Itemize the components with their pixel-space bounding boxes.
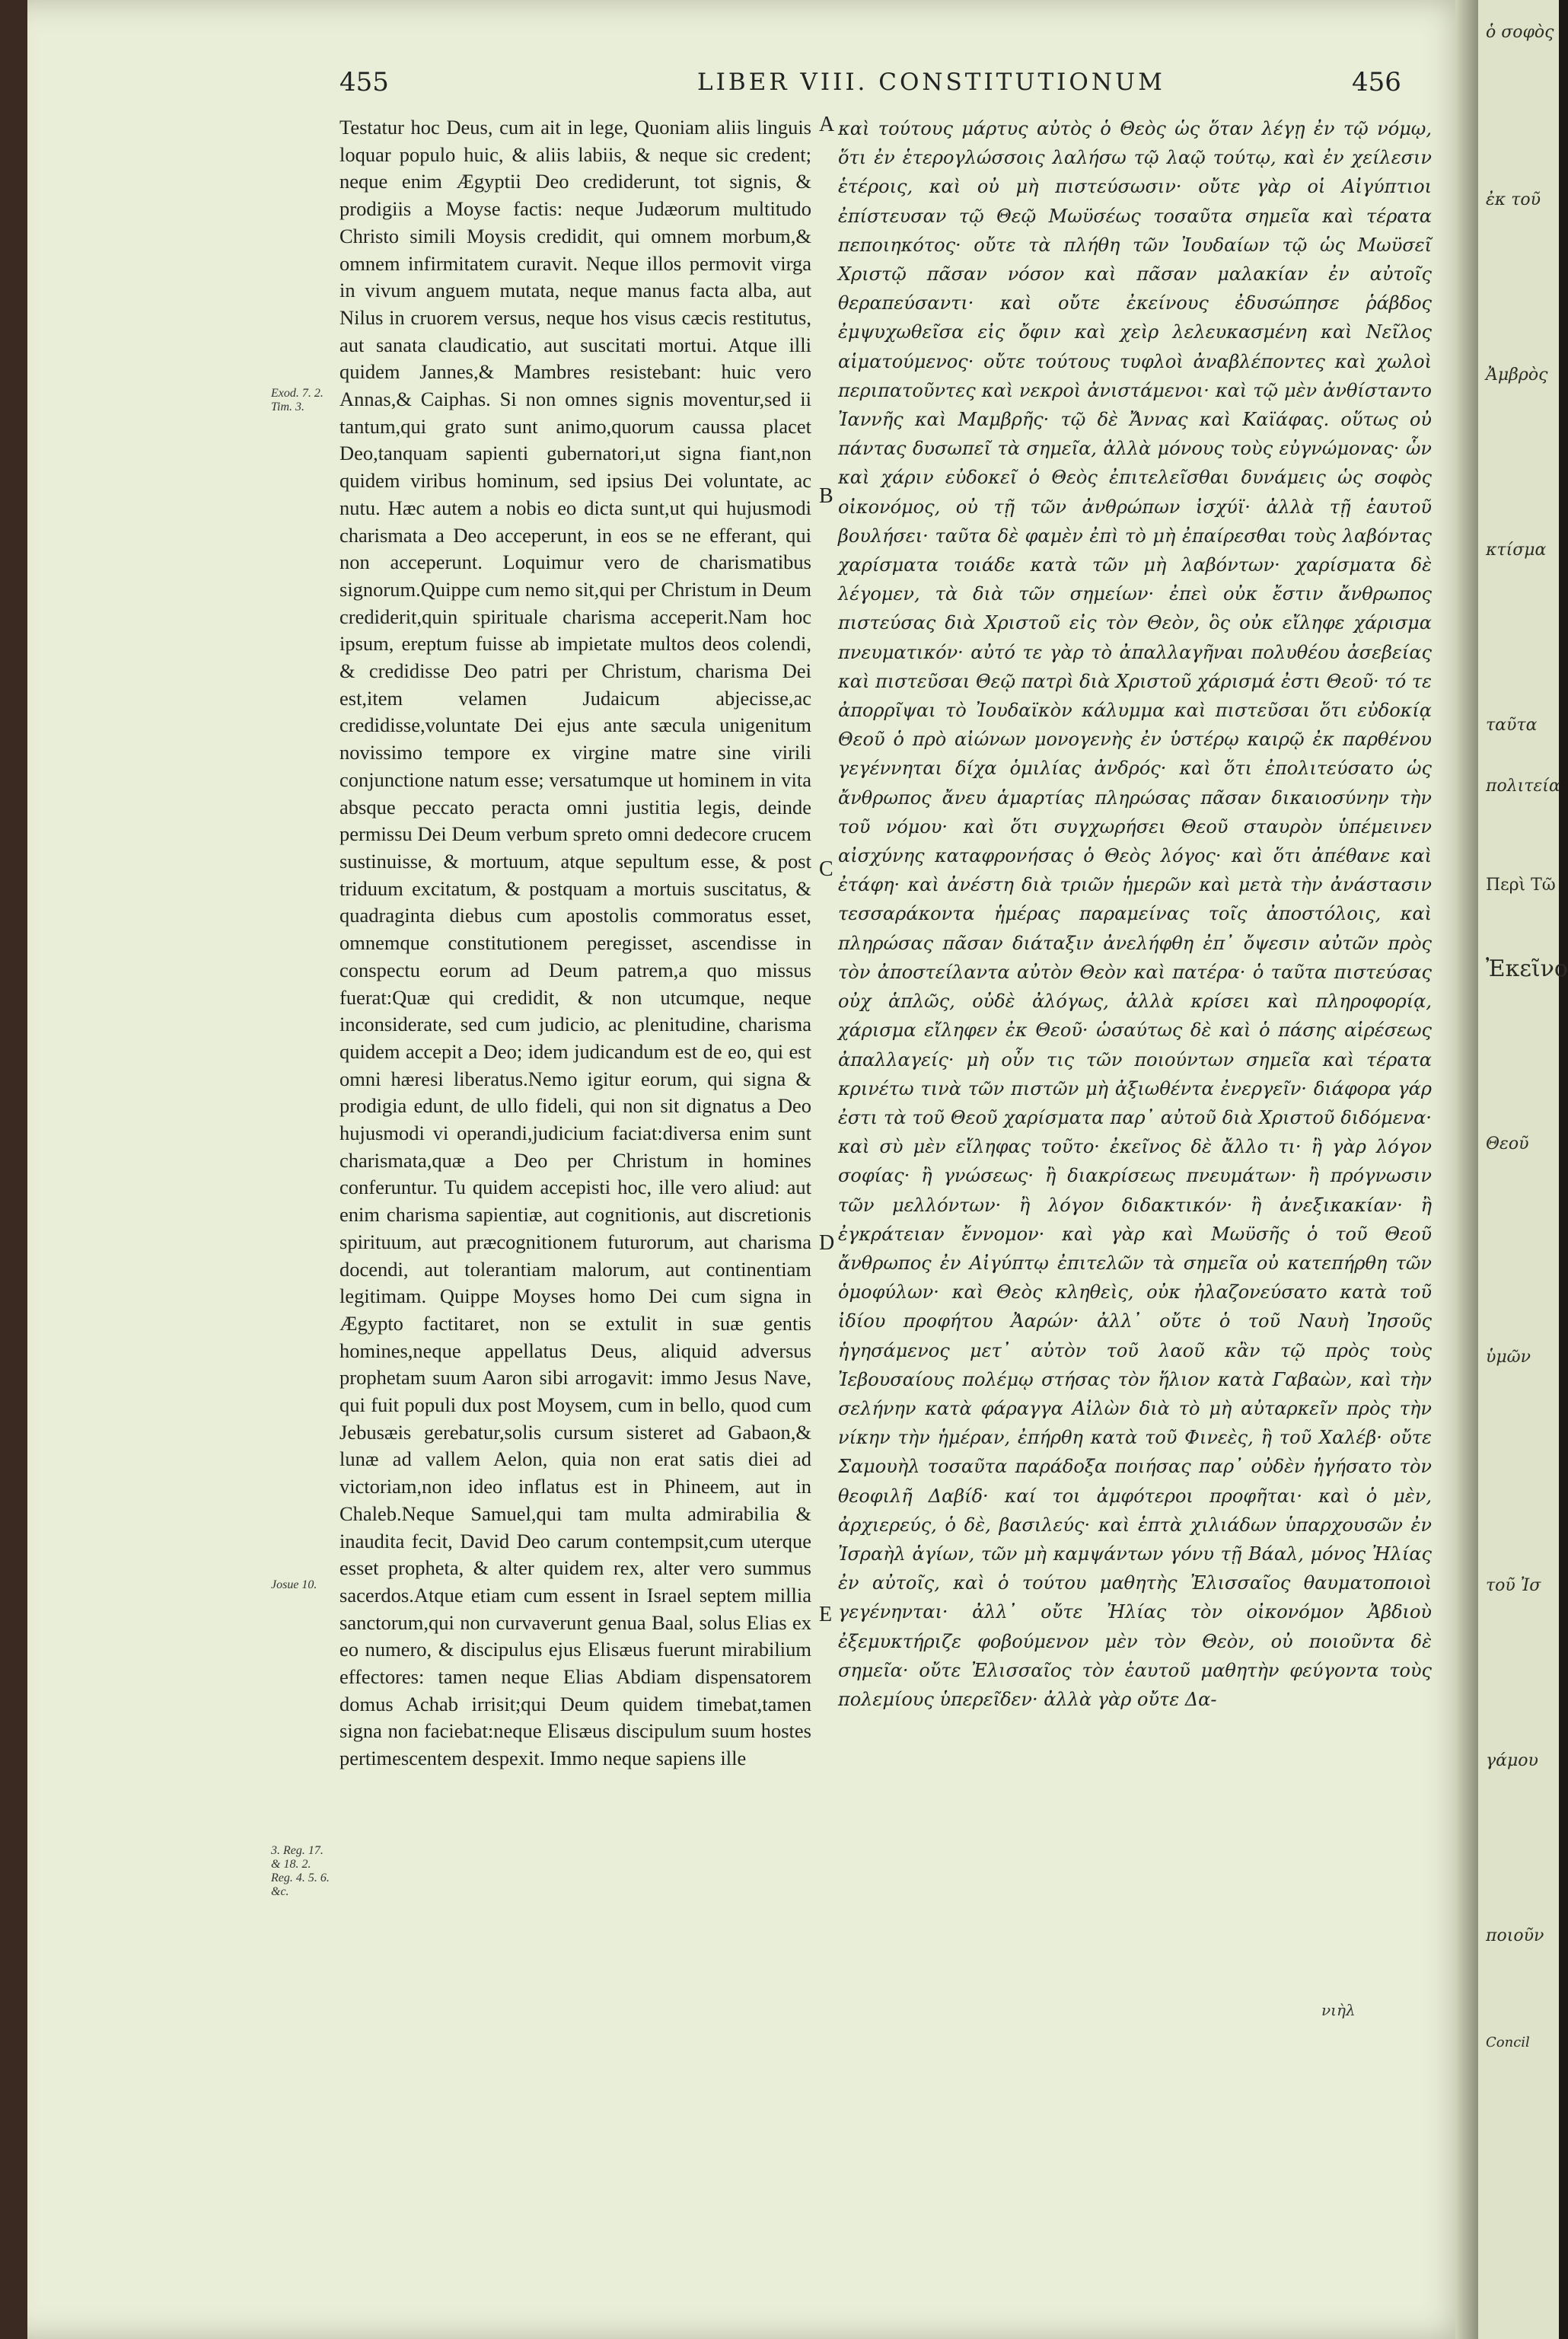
- section-letter-c: C: [819, 857, 833, 881]
- section-letter-a: A: [819, 113, 835, 136]
- section-letter-e: E: [819, 1603, 833, 1626]
- greek-column: [838, 114, 1432, 1714]
- section-letter-d: D: [819, 1231, 835, 1255]
- catchword: νιὴλ: [1321, 2001, 1356, 2019]
- facing-fragment: γάμου: [1486, 1751, 1538, 1770]
- running-title: LIBER VIII. CONSTITUTIONUM: [697, 69, 1165, 96]
- left-page-number: 455: [339, 67, 389, 97]
- latin-text: Testatur hoc Deus, cum ait in lege, Quoniam aliis linguis loquar populo huic, & aliis labiis, & neque sic credent; neque enim Ægyptii Deo crediderunt, tot signis, & prodigiis a Moyse factis: neque Judæorum multitudo Christo simili Moysis credidit, qui omnem morbum,& omnem infirmitatem curavit. Neque illos permovit virga in vivum anguem mutata, neque manus facta alba, aut Nilus in cruorem versus, neque hos visus cæcis restitutus, aut sanata claudicatio, aut suscitati mortui. Atque illi quidem Jannes,& Mambres resistebant: huic vero Annas,& Caiphas. Si non omnes signis moventur,sed ii tantum,qui grato sunt animo,quorum caussa placet Deo,tanquam sapienti gubernatori,ut signa fiant,non quidem viribus hominum, sed ipsius Dei voluntate, ac nutu. Hæc autem a nobis eo dicta sunt,ut qui hujusmodi charismata a Deo acceperunt, in eos se ne efferant, qui non acceperunt. Loquimur vero de charismatibus signorum.Quippe cum nemo sit,qui per Christum in Deum crediderit,quin spirituale charisma acceperit.Nam hoc ipsum, ereptum fuisse ab impietate multos deos colendi, & credidisse Deo patri per Christum, charisma Dei est,item velamen Judaicum abjecisse,ac credidisse,voluntate Dei ejus ante sæcula unigenitum novissimo tempore ex virgine matre sine virili conjunctione natum esse; versatumque ut hominem in vita absque peccato peracta omni justitia legis, deinde permissu Dei Deum verbum spreto omni dedecore crucem sustinuisse, & mortuum, atque sepultum esse, & post triduum excitatum, & postquam a mortuis suscitatus, & quadraginta diebus cum apostolis commoratus esset, omnemque constitutionem peregisset, ascendisse in conspectu eorum ad Deum patrem,a quo missus fuerat:Quæ qui credidit, & non utcumque, neque inconsiderate, sed cum judicio, ac plenitudine, charisma quidem accepit a Deo; idem judicandum est de eo, qui est omni hæresi liberatus.Nemo igitur eorum, qui signa & prodigia edunt, de ullo fideli, qui non sit dignatus a Deo hujusmodi vi operandi,judicium faciat:diversa enim sunt charismata,quæ a Deo per Christum in homines conferuntur. Tu quidem accepisti hoc, ille vero aliud: aut enim charisma sapientiæ, aut cognitionis, aut discretionis spirituum, aut præcognitionem futurorum, aut charisma docendi, aut tolerantiam malorum, aut continentiam legitimam. Quippe Moyses homo Dei cum signa in Ægypto factitaret, non se extulit in suæ gentis homines,neque appellatus Deus, aliquid adversus prophetam suum Aaron sibi arrogavit: immo Jesus Nave, qui fuit populi dux post Moysem, cum in bello, quod cum Jebusæis gerebatur,solis cursum sisteret ad Gabaon,& lunæ ad vallem Aelon, quia non erat satis diei ad victoriam,non ideo inflatus est in Phineem, aut in Chaleb.Neque Samuel,qui tam multa admirabilia & inaudita fecit, David Deo carum contempsit,cum uterque esset propheta, & alter quidem rex, alter vero summus sacerdos.Atque etiam cum essent in Israel septem millia sanctorum,qui non curvaverunt genua Baal, solus Elias ex eo numero, & discipulus ejus Elisæus fuerunt mirabilium effectores: tamen neque Elias Abdiam dispensatorem domus Achab irrisit;qui Deum quidem timebat,tamen signa non faciebat:neque Elisæus discipulum suum hostes pertimescentem despexit. Immo neque sapiens ille: [339, 116, 811, 1770]
- right-page-number: 456: [1352, 67, 1401, 97]
- section-letter-b: B: [819, 484, 833, 508]
- page-header: [27, 67, 1478, 105]
- facing-fragment: τοῦ Ἰσ: [1486, 1576, 1541, 1595]
- facing-fragment: ἐκ τοῦ: [1486, 190, 1541, 209]
- facing-fragment: Ἀμβρὸς: [1486, 365, 1548, 385]
- book-spine: [0, 0, 29, 2339]
- facing-initial: Ἐκεῖνο: [1486, 956, 1568, 982]
- facing-page-edge: [1478, 0, 1568, 2339]
- facing-fragment: ταῦτα: [1486, 716, 1538, 735]
- facing-section-heading: Περὶ Τῶ: [1486, 876, 1556, 895]
- left-page: [27, 0, 1478, 2339]
- margin-note-reges: 3. Reg. 17. & 18. 2. Reg. 4. 5. 6. &c.: [271, 1844, 330, 1898]
- facing-fragment: Concil: [1486, 2034, 1530, 2050]
- margin-note-exodus: Exod. 7. 2. Tim. 3.: [271, 387, 323, 413]
- facing-fragment: ποιοῦν: [1486, 1926, 1544, 1945]
- latin-column: [339, 114, 811, 1773]
- greek-text: καὶ τούτους μάρτυς αὐτὸς ὁ Θεὸς ὡς ὅταν λέγῃ ἐν τῷ νόμῳ, ὅτι ἐν ἑτερογλώσσοις λαλήσω τῷ λαῷ τούτῳ, καὶ ἐν χείλεσιν ἑτέροις, καὶ οὐ μὴ πιστεύσωσιν· οὔτε γὰρ οἱ Αἰγύπτιοι ἐπίστευσαν τῷ Θεῷ Μωϋσέως τοσαῦτα σημεῖα καὶ τέρατα πεποιηκότος· οὔτε τὰ πλήθη τῶν Ἰουδαίων τῷ ὡς Μωϋσεῖ Χριστῷ πᾶσαν νόσον καὶ πᾶσαν μαλακίαν ἐν αὐτοῖς θεραπεύσαντι· καὶ οὔτε ἐκείνους ἐδυσώπησε ῥάβδος ἐμψυχωθεῖσα εἰς ὄφιν καὶ χεὶρ λελευκασμένη καὶ Νεῖλος αἱματούμενος· οὔτε τούτους τυφλοὶ ἀναβλέποντες καὶ χωλοὶ περιπατοῦντες καὶ νεκροὶ ἀνιστάμενοι· καὶ τῷ μὲν ἀνθίσταντο Ἰαννῆς καὶ Μαμβρῆς· τῷ δὲ Ἄννας καὶ Καϊάφας. οὕτως οὐ πάντας δυσωπεῖ τὰ σημεῖα, ἀλλὰ μόνους τοὺς εὐγνώμονας· ὧν καὶ χάριν εὐδοκεῖ ὁ Θεὸς ἐπιτελεῖσθαι δυνάμεις ὡς σοφὸς οἰκονόμος, οὐ τῇ τῶν ἀνθρώπων ἰσχύϊ· ἀλλὰ τῇ ἑαυτοῦ βουλήσει· ταῦτα δὲ φαμὲν ἐπὶ τὸ μὴ ἐπαίρεσθαι τοὺς λαβόντας χαρίσματα τοιάδε κατὰ τῶν μὴ λαβόντων· χαρίσματα δὲ λέγομεν, τὰ διὰ τῶν σημείων· ἐπεὶ οὐκ ἔστιν ἄνθρωπος πιστεύσας διὰ Χριστοῦ εἰς τὸν Θεὸν, ὃς οὐκ εἴληφε χάρισμα πνευματικόν· αὐτό τε γὰρ τὸ ἀπαλλαγῆναι πολυθέου ἀσεβείας καὶ πιστεῦσαι Θεῷ πατρὶ διὰ Χριστοῦ χάρισμά ἐστι Θεοῦ· τό τε ἀπορρῖψαι τὸ Ἰουδαϊκὸν κάλυμμα καὶ πιστεῦσαι ὅτι εὐδοκίᾳ Θεοῦ ὁ πρὸ αἰώνων μονογενὴς ἐν ὑστέρῳ καιρῷ ἐκ παρθένου γεγέννηται δίχα ὁμιλίας ἀνδρός· καὶ ὅτι ἐπολιτεύσατο ὡς ἄνθρωπος ἄνευ ἁμαρτίας πληρώσας πᾶσαν δικαιοσύνην τὴν τοῦ νόμου· καὶ ὅτι συγχωρήσει Θεοῦ σταυρὸν ὑπέμεινεν αἰσχύνης καταφρονήσας ὁ Θεὸς λόγος· καὶ ὅτι ἀπέθανε καὶ ἐτάφη· καὶ ἀνέστη διὰ τριῶν ἡμερῶν καὶ μετὰ τὴν ἀνάστασιν τεσσαράκοντα ἡμέρας παραμείνας τοῖς ἀποστόλοις, καὶ πληρώσας πᾶσαν διάταξιν ἀνελήφθη ἐπ᾽ ὄψεσιν αὐτῶν πρὸς τὸν ἀποστείλαντα αὐτὸν Θεὸν καὶ πατέρα· ὁ ταῦτα πιστεύσας οὐχ ἁπλῶς, οὐδὲ ἀλόγως, ἀλλὰ κρίσει καὶ πληροφορίᾳ, χάρισμα εἴληφεν ἐκ Θεοῦ· ὡσαύτως δὲ καὶ ὁ πάσης αἱρέσεως ἀπαλλαγείς· μὴ οὖν τις τῶν ποιούντων σημεῖα καὶ τέρατα κρινέτω τινὰ τῶν πιστῶν μὴ ἀξιωθέντα ἐνεργεῖν· διάφορα γάρ ἐστι τὰ τοῦ Θεοῦ χαρίσματα παρ᾽ αὐτοῦ διὰ Χριστοῦ διδόμενα· καὶ σὺ μὲν εἴληφας τοῦτο· ἐκεῖνος δὲ ἄλλο τι· ἢ γὰρ λόγον σοφίας· ἢ γνώσεως· ἢ διακρίσεως πνευμάτων· ἢ πρόγνωσιν τῶν μελλόντων· ἢ λόγον διδακτικόν· ἢ ἀνεξικακίαν· ἢ ἐγκράτειαν ἔννομον· καὶ γὰρ καὶ Μωϋσῆς ὁ τοῦ Θεοῦ ἄνθρωπος ἐν Αἰγύπτῳ ἐπιτελῶν τὰ σημεῖα οὐ κατεπήρθη τῶν ὁμοφύλων· καὶ Θεὸς κληθεὶς, οὐκ ἠλαζονεύσατο κατὰ τοῦ ἰδίου προφήτου Ἀαρών· ἀλλ᾽ οὔτε ὁ τοῦ Ναυὴ Ἰησοῦς ἡγησάμενος μετ᾽ αὐτὸν τοῦ λαοῦ κἂν τῷ πρὸς τοὺς Ἰεβουσαίους πολέμῳ στήσας τὸν ἥλιον κατὰ Γαβαὼν, καὶ τὴν σελήνην κατὰ φάραγγα Αἰλὼν διὰ τὸ μὴ αὐταρκεῖν πρὸς τὴν νίκην τὴν ἡμέραν, ἐπήρθη κατὰ τοῦ Φινεὲς, ἢ τοῦ Χαλέβ· οὔτε Σαμουὴλ τοσαῦτα παράδοξα ποιήσας παρ᾽ οὐδὲν ἡγήσατο τὸν θεοφιλῆ Δαβίδ· καί τοι ἀμφότεροι προφῆται· καὶ ὁ μὲν, ἀρχιερεύς, ὁ δὲ, βασιλεύς· καὶ ἑπτὰ χιλιάδων ὑπαρχουσῶν ἐν Ἰσραὴλ ἁγίων, τῶν μὴ καμψάντων γόνυ τῇ Βάαλ, μόνος Ἠλίας ἐν αὐτοῖς, καὶ ὁ τούτου μαθητὴς Ἐλισσαῖος θαυματοποιοὶ γεγένηνται· ἀλλ᾽ οὔτε Ἠλίας τὸν οἰκονόμον Ἀβδιοὺ ἐξεμυκτήριζε φοβούμενον μὲν τὸν Θεὸν, οὐ ποιοῦντα δὲ σημεῖα· οὔτε Ἐλισσαῖος τὸν ἑαυτοῦ μαθητὴν φεύγοντα τοὺς πολεμίους ὑπερεῖδεν· ἀλλὰ γὰρ οὔτε Δα-: [838, 118, 1432, 1710]
- facing-fragment: πολιτεία: [1486, 777, 1560, 796]
- gutter-shadow: [1455, 0, 1478, 2339]
- facing-fragment: Θεοῦ: [1486, 1134, 1529, 1154]
- facing-fragment: κτίσμα: [1486, 541, 1547, 560]
- facing-fragment: ὁ σοφὸς: [1486, 23, 1554, 42]
- margin-note-josue: Josue 10.: [271, 1578, 317, 1591]
- facing-fragment: ὑμῶν: [1486, 1348, 1531, 1367]
